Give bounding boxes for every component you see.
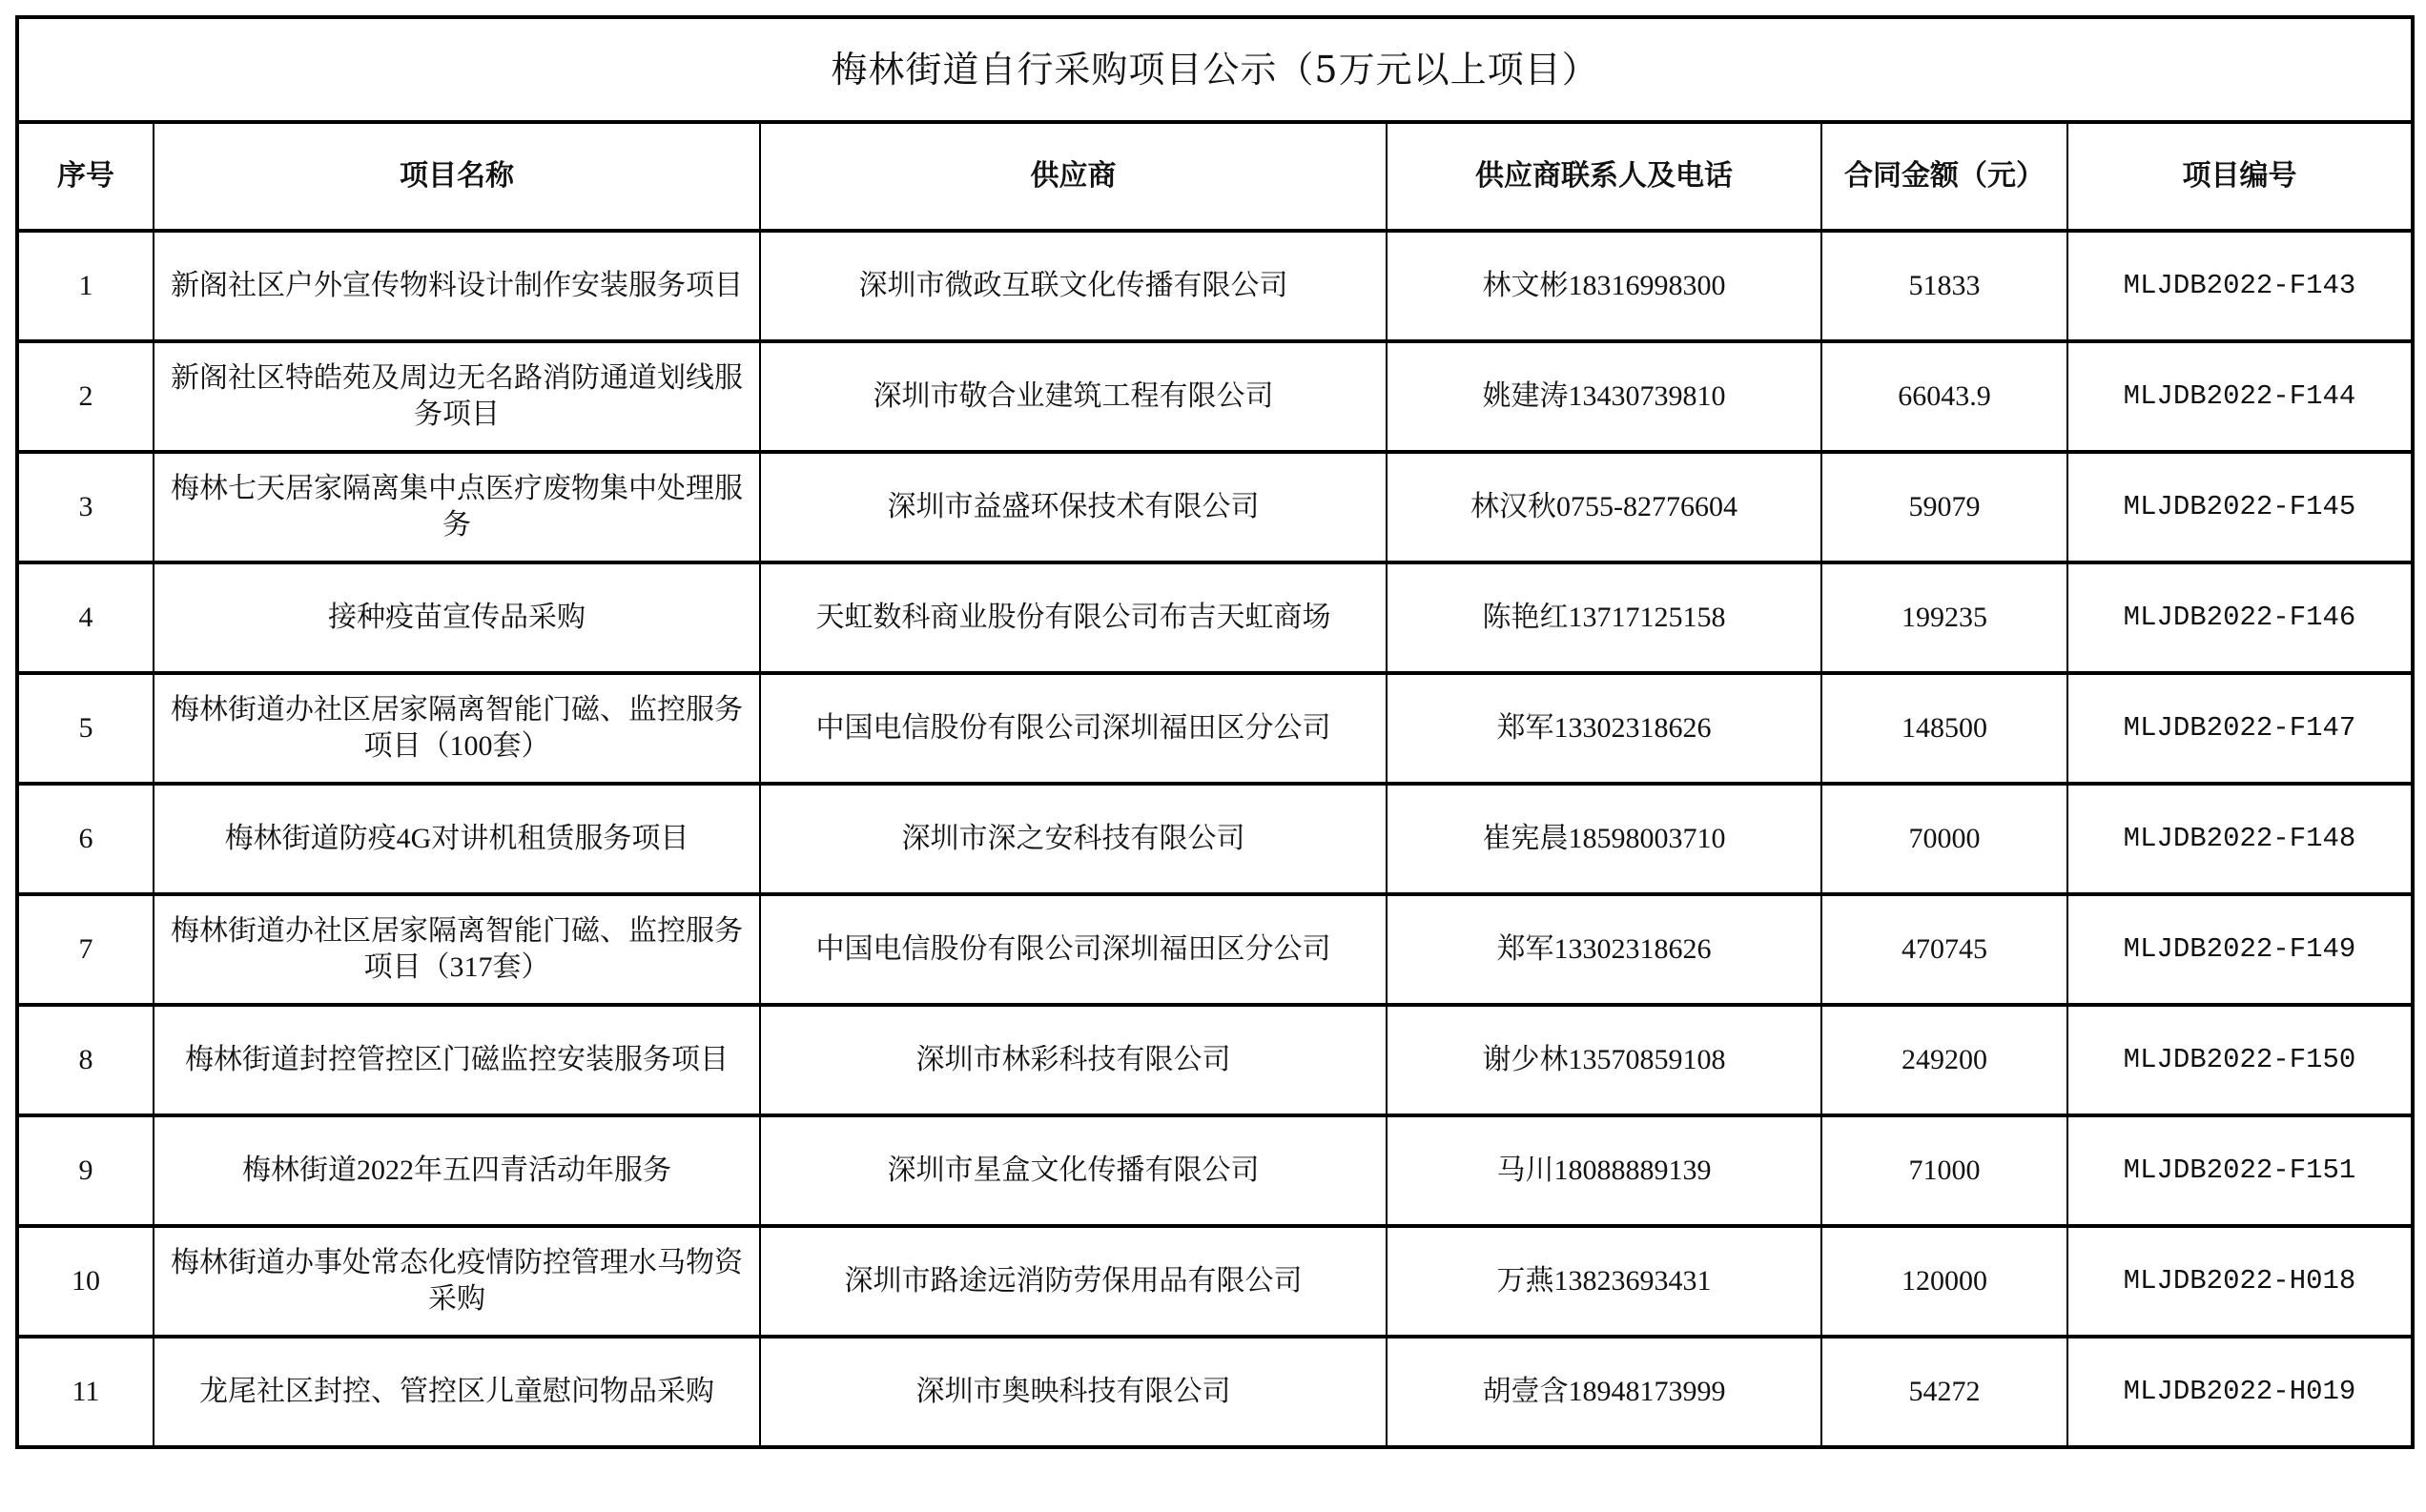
cell-amount: 59079 <box>1821 452 2067 562</box>
cell-amount: 199235 <box>1821 562 2067 673</box>
cell-supplier: 深圳市星盒文化传播有限公司 <box>760 1115 1387 1226</box>
cell-no: 3 <box>17 452 154 562</box>
cell-contact: 郑军13302318626 <box>1387 673 1821 784</box>
cell-contact: 崔宪晨18598003710 <box>1387 784 1821 894</box>
table-row <box>17 231 2413 341</box>
table-row <box>17 562 2413 673</box>
cell-supplier: 深圳市微政互联文化传播有限公司 <box>760 231 1387 341</box>
column-header-no: 序号 <box>17 122 154 231</box>
cell-contact: 陈艳红13717125158 <box>1387 562 1821 673</box>
cell-project-code: MLJDB2022-F147 <box>2067 673 2413 784</box>
cell-no: 1 <box>17 231 154 341</box>
cell-supplier: 天虹数科商业股份有限公司布吉天虹商场 <box>760 562 1387 673</box>
cell-amount: 70000 <box>1821 784 2067 894</box>
cell-project-code: MLJDB2022-H018 <box>2067 1226 2413 1337</box>
cell-project-name: 接种疫苗宣传品采购 <box>154 562 760 673</box>
cell-project-name: 新阁社区户外宣传物料设计制作安装服务项目 <box>154 231 760 341</box>
table-row <box>17 1226 2413 1337</box>
cell-contact: 马川18088889139 <box>1387 1115 1821 1226</box>
cell-contact: 谢少林13570859108 <box>1387 1005 1821 1115</box>
table-row <box>17 341 2413 452</box>
table-row <box>17 894 2413 1005</box>
table-row <box>17 1005 2413 1115</box>
cell-amount: 120000 <box>1821 1226 2067 1337</box>
cell-project-code: MLJDB2022-F146 <box>2067 562 2413 673</box>
cell-project-code: MLJDB2022-F149 <box>2067 894 2413 1005</box>
cell-contact: 林文彬18316998300 <box>1387 231 1821 341</box>
table-row <box>17 673 2413 784</box>
cell-no: 8 <box>17 1005 154 1115</box>
table-row <box>17 1115 2413 1226</box>
cell-project-code: MLJDB2022-F145 <box>2067 452 2413 562</box>
cell-project-name: 梅林街道办社区居家隔离智能门磁、监控服务项目（317套） <box>154 894 760 1005</box>
cell-supplier: 深圳市奥映科技有限公司 <box>760 1337 1387 1447</box>
header-row <box>17 122 2413 231</box>
procurement-table <box>15 15 2415 1449</box>
cell-project-code: MLJDB2022-F144 <box>2067 341 2413 452</box>
cell-supplier: 中国电信股份有限公司深圳福田区分公司 <box>760 894 1387 1005</box>
cell-supplier: 中国电信股份有限公司深圳福田区分公司 <box>760 673 1387 784</box>
cell-supplier: 深圳市益盛环保技术有限公司 <box>760 452 1387 562</box>
cell-project-name: 梅林七天居家隔离集中点医疗废物集中处理服务 <box>154 452 760 562</box>
cell-contact: 林汉秋0755-82776604 <box>1387 452 1821 562</box>
cell-contact: 郑军13302318626 <box>1387 894 1821 1005</box>
cell-project-name: 梅林街道防疫4G对讲机租赁服务项目 <box>154 784 760 894</box>
cell-amount: 249200 <box>1821 1005 2067 1115</box>
cell-no: 6 <box>17 784 154 894</box>
table-row <box>17 784 2413 894</box>
cell-no: 2 <box>17 341 154 452</box>
table-row <box>17 1337 2413 1447</box>
cell-no: 11 <box>17 1337 154 1447</box>
cell-no: 10 <box>17 1226 154 1337</box>
cell-project-name: 梅林街道办社区居家隔离智能门磁、监控服务项目（100套） <box>154 673 760 784</box>
page-title: 梅林街道自行采购项目公示（5万元以上项目） <box>17 17 2413 122</box>
title-row <box>17 17 2413 122</box>
cell-contact: 姚建涛13430739810 <box>1387 341 1821 452</box>
cell-supplier: 深圳市深之安科技有限公司 <box>760 784 1387 894</box>
cell-project-name: 梅林街道2022年五四青活动年服务 <box>154 1115 760 1226</box>
column-header-supplier: 供应商 <box>760 122 1387 231</box>
cell-project-name: 梅林街道办事处常态化疫情防控管理水马物资采购 <box>154 1226 760 1337</box>
cell-no: 5 <box>17 673 154 784</box>
cell-no: 4 <box>17 562 154 673</box>
cell-project-code: MLJDB2022-F148 <box>2067 784 2413 894</box>
cell-project-code: MLJDB2022-F143 <box>2067 231 2413 341</box>
cell-project-code: MLJDB2022-F150 <box>2067 1005 2413 1115</box>
column-header-project-code: 项目编号 <box>2067 122 2413 231</box>
cell-contact: 胡壹含18948173999 <box>1387 1337 1821 1447</box>
cell-project-name: 龙尾社区封控、管控区儿童慰问物品采购 <box>154 1337 760 1447</box>
cell-project-code: MLJDB2022-H019 <box>2067 1337 2413 1447</box>
cell-amount: 51833 <box>1821 231 2067 341</box>
cell-amount: 71000 <box>1821 1115 2067 1226</box>
table-row <box>17 452 2413 562</box>
cell-project-code: MLJDB2022-F151 <box>2067 1115 2413 1226</box>
cell-amount: 54272 <box>1821 1337 2067 1447</box>
cell-contact: 万燕13823693431 <box>1387 1226 1821 1337</box>
cell-project-name: 新阁社区特皓苑及周边无名路消防通道划线服务项目 <box>154 341 760 452</box>
cell-no: 9 <box>17 1115 154 1226</box>
cell-amount: 148500 <box>1821 673 2067 784</box>
cell-no: 7 <box>17 894 154 1005</box>
cell-amount: 66043.9 <box>1821 341 2067 452</box>
column-header-contact: 供应商联系人及电话 <box>1387 122 1821 231</box>
cell-supplier: 深圳市敬合业建筑工程有限公司 <box>760 341 1387 452</box>
cell-project-name: 梅林街道封控管控区门磁监控安装服务项目 <box>154 1005 760 1115</box>
cell-amount: 470745 <box>1821 894 2067 1005</box>
cell-supplier: 深圳市路途远消防劳保用品有限公司 <box>760 1226 1387 1337</box>
cell-supplier: 深圳市林彩科技有限公司 <box>760 1005 1387 1115</box>
column-header-amount: 合同金额（元） <box>1821 122 2067 231</box>
column-header-project-name: 项目名称 <box>154 122 760 231</box>
